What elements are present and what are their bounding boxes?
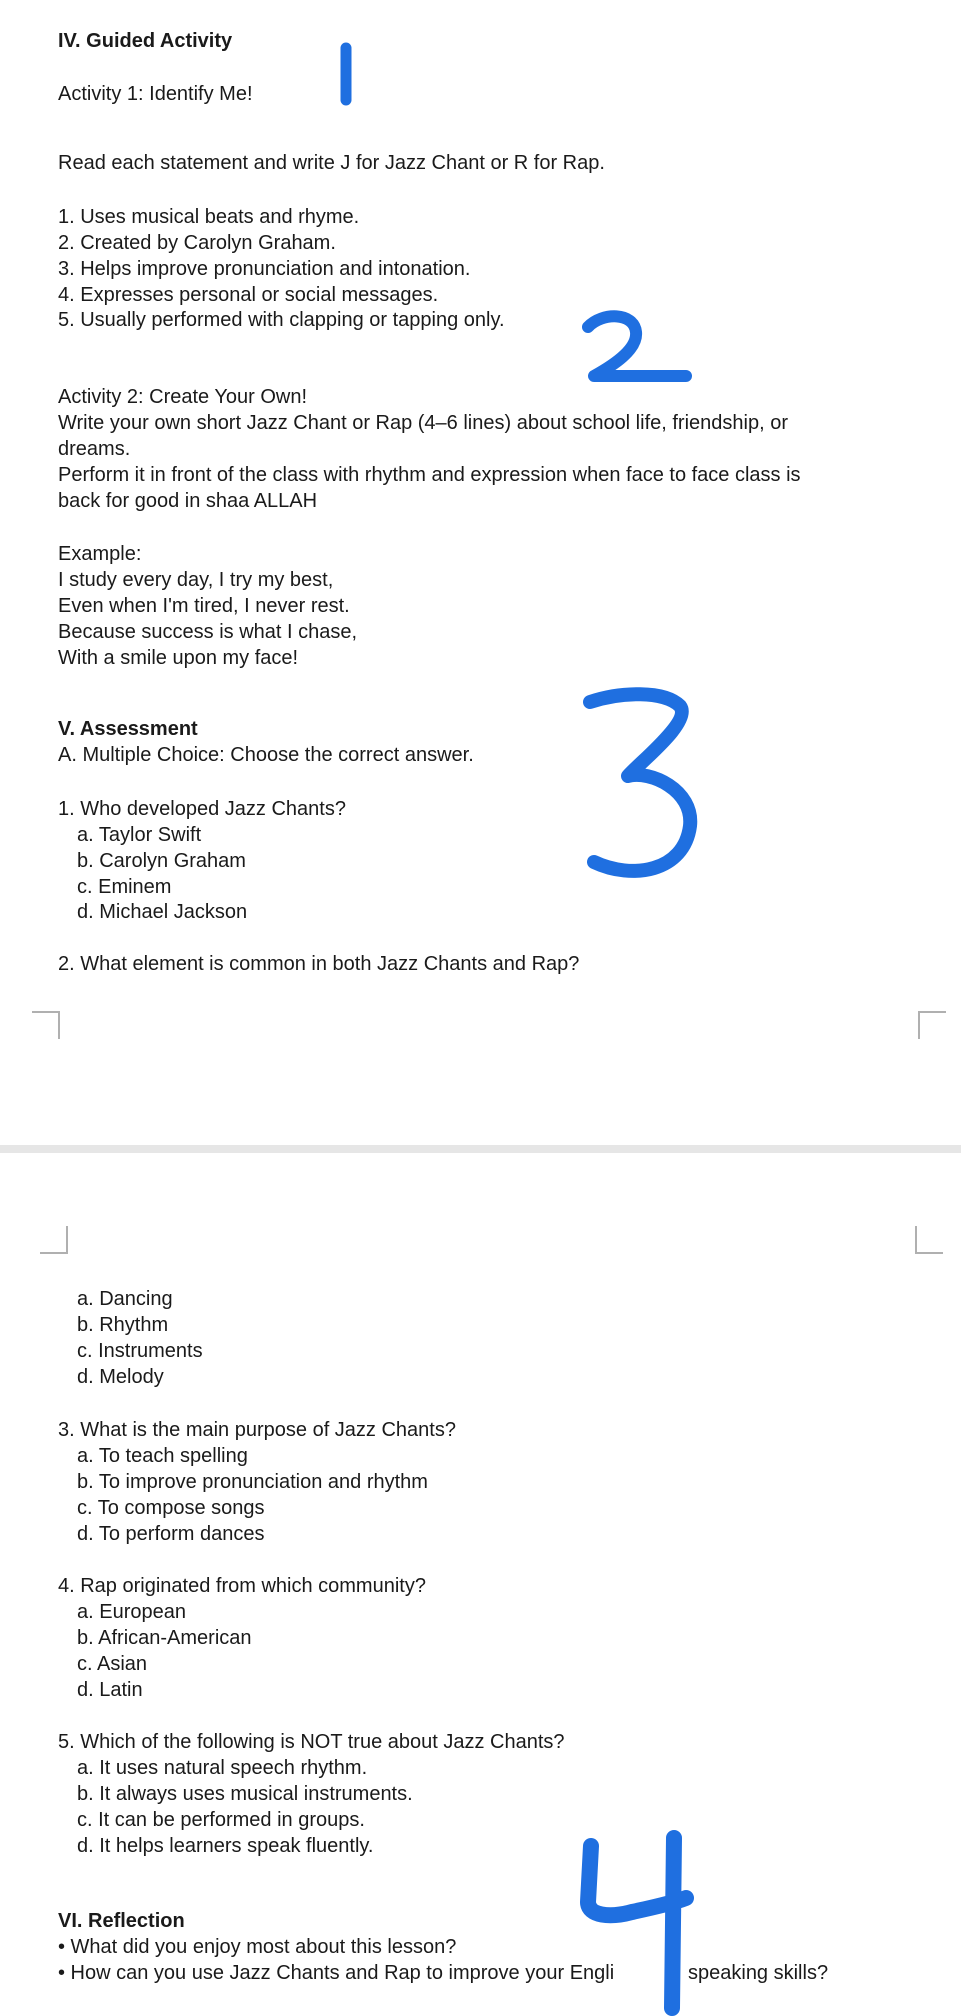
question-5: 5. Which of the following is NOT true about Jazz Chants? <box>58 1731 565 1753</box>
q4-option: d. Latin <box>77 1679 143 1701</box>
q3-option: a. To teach spelling <box>77 1445 248 1467</box>
question-4: 4. Rap originated from which community? <box>58 1575 426 1597</box>
page-corner-mark <box>40 1226 68 1254</box>
activity2-line: back for good in shaa ALLAH <box>58 490 318 512</box>
example-line: Even when I'm tired, I never rest. <box>58 595 350 617</box>
assessment-heading: V. Assessment <box>58 718 198 740</box>
activity2-line: dreams. <box>58 438 131 460</box>
statement-5: 5. Usually performed with clapping or tapping only. <box>58 309 505 331</box>
example-line: Because success is what I chase, <box>58 621 358 643</box>
q5-option: d. It helps learners speak fluently. <box>77 1835 374 1857</box>
example-line: I study every day, I try my best, <box>58 569 334 591</box>
reflection-question-2-start: • How can you use Jazz Chants and Rap to improve your Engli <box>58 1962 615 1984</box>
page-divider <box>0 1145 961 1153</box>
q5-option: b. It always uses musical instruments. <box>77 1783 413 1805</box>
q2-option: c. Instruments <box>77 1340 203 1362</box>
assessment-subheading: A. Multiple Choice: Choose the correct answer. <box>58 744 474 766</box>
activity1-title: Activity 1: Identify Me! <box>58 83 253 105</box>
handwritten-number-2 <box>588 316 686 376</box>
reflection-heading: VI. Reflection <box>58 1910 185 1932</box>
q4-option: b. African-American <box>77 1627 252 1649</box>
q3-option: b. To improve pronunciation and rhythm <box>77 1471 428 1493</box>
q5-option: a. It uses natural speech rhythm. <box>77 1757 368 1779</box>
q1-option: b. Carolyn Graham <box>77 850 246 872</box>
q4-option: c. Asian <box>77 1653 148 1675</box>
q4-option: a. European <box>77 1601 186 1623</box>
example-label: Example: <box>58 543 142 565</box>
reflection-question-1: • What did you enjoy most about this lesson? <box>58 1936 457 1958</box>
page-corner-mark <box>918 1011 946 1039</box>
activity2-line: Perform it in front of the class with rhythm and expression when face to face class is <box>58 464 801 486</box>
reflection-question-2-end: speaking skills? <box>688 1962 829 1984</box>
q5-option: c. It can be performed in groups. <box>77 1809 365 1831</box>
q3-option: c. To compose songs <box>77 1497 265 1519</box>
q3-option: d. To perform dances <box>77 1523 265 1545</box>
question-3: 3. What is the main purpose of Jazz Chants? <box>58 1419 456 1441</box>
activity2-title: Activity 2: Create Your Own! <box>58 386 308 408</box>
q1-option: c. Eminem <box>77 876 172 898</box>
q1-option: d. Michael Jackson <box>77 901 248 923</box>
activity1-instruction: Read each statement and write J for Jazz Chant or R for Rap. <box>58 152 605 174</box>
statement-4: 4. Expresses personal or social messages. <box>58 284 439 306</box>
activity2-line: Write your own short Jazz Chant or Rap (4–6 lines) about school life, friendship, or <box>58 412 788 434</box>
q2-option: a. Dancing <box>77 1288 173 1310</box>
q1-option: a. Taylor Swift <box>77 824 202 846</box>
page-corner-mark <box>915 1226 943 1254</box>
example-line: With a smile upon my face! <box>58 647 299 669</box>
statement-1: 1. Uses musical beats and rhyme. <box>58 206 360 228</box>
handwritten-number-3 <box>590 694 690 871</box>
statement-3: 3. Helps improve pronunciation and intonation. <box>58 258 471 280</box>
q2-option: b. Rhythm <box>77 1314 169 1336</box>
question-2: 2. What element is common in both Jazz Chants and Rap? <box>58 953 580 975</box>
question-1: 1. Who developed Jazz Chants? <box>58 798 346 820</box>
page-corner-mark <box>32 1011 60 1039</box>
q2-option: d. Melody <box>77 1366 164 1388</box>
guided-activity-heading: IV. Guided Activity <box>58 30 233 52</box>
statement-2: 2. Created by Carolyn Graham. <box>58 232 336 254</box>
